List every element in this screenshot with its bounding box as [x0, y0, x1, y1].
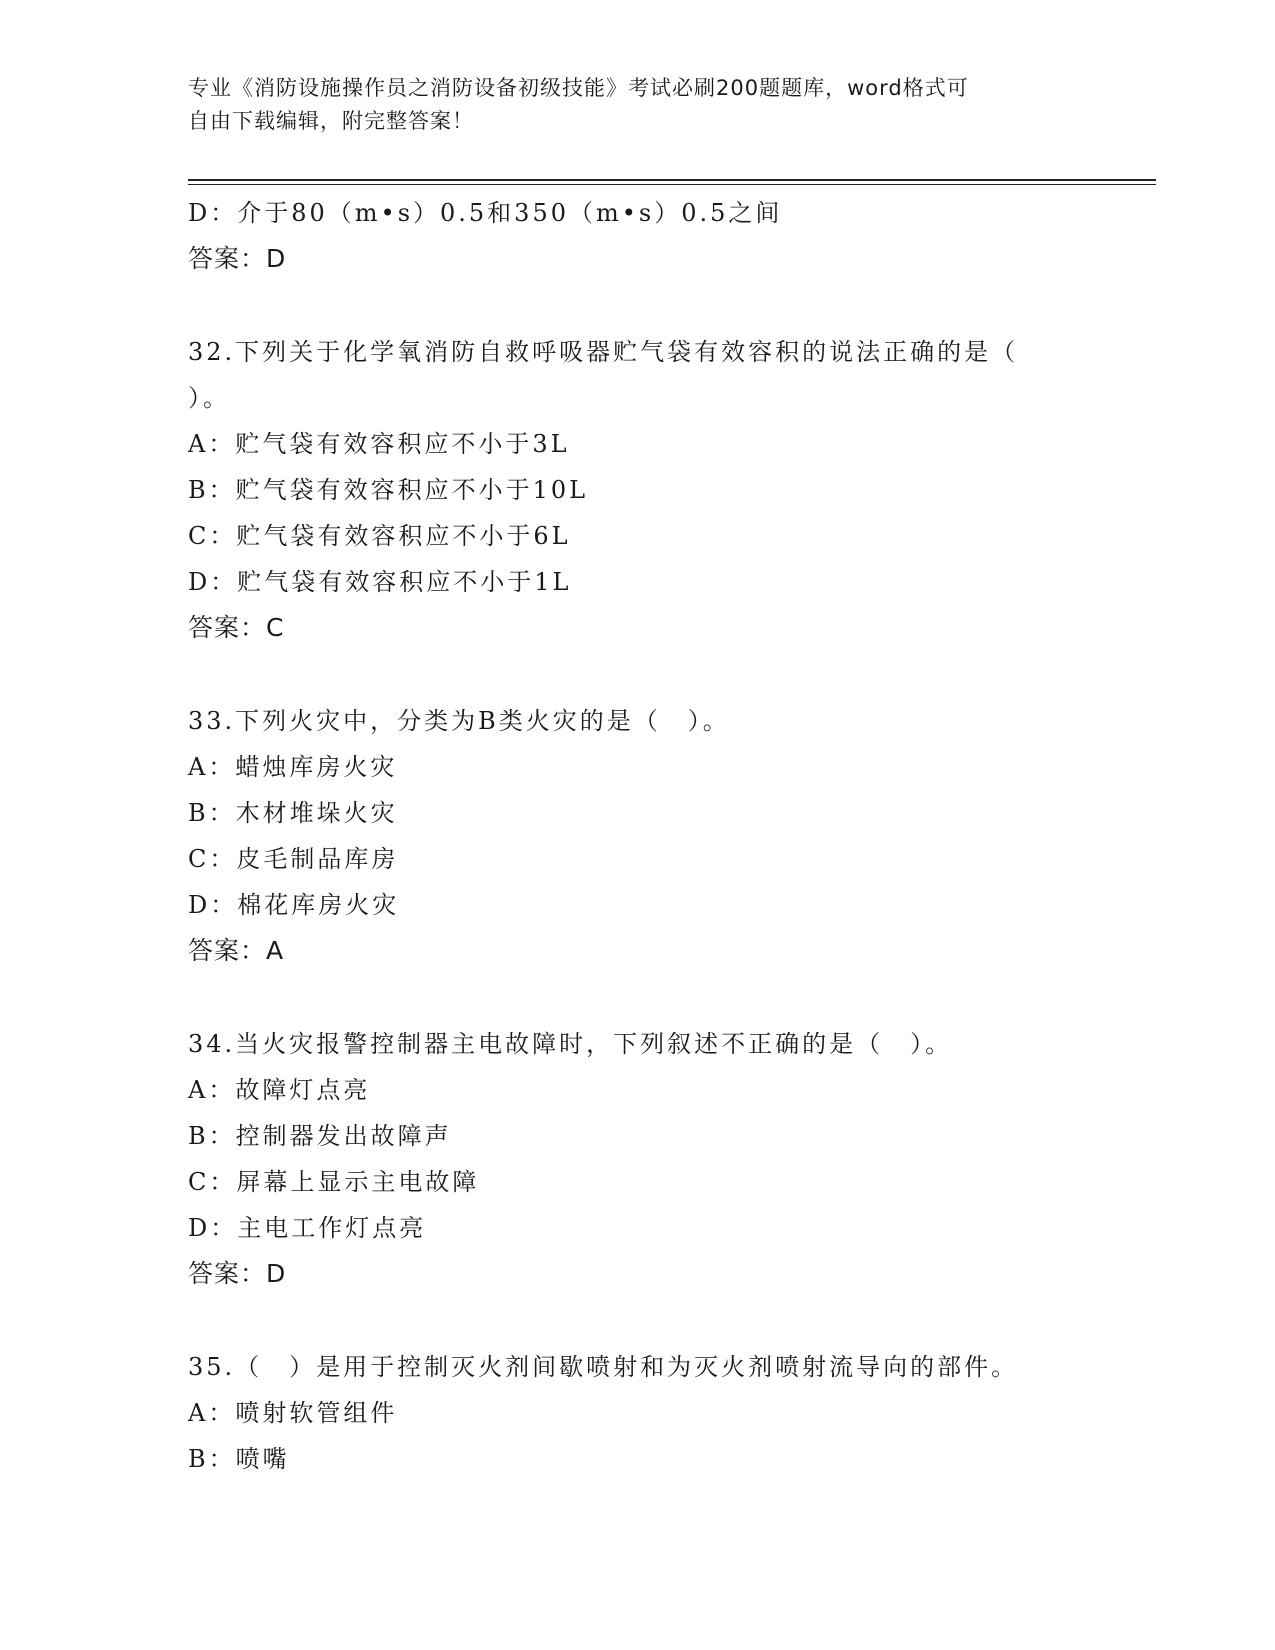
answer-line: 答案：D — [188, 1259, 287, 1288]
previous-question-tail — [188, 190, 1088, 282]
question-stem: 35.（ ）是用于控制灭火剂间歇喷射和为灭火剂喷射流导向的部件。 — [188, 1353, 1019, 1381]
option-d: D：介于80（m•s）0.5和350（m•s）0.5之间 — [188, 199, 783, 227]
option-c: C：皮毛制品库房 — [188, 845, 399, 873]
option-a: A：故障灯点亮 — [188, 1076, 371, 1104]
option-c: C：屏幕上显示主电故障 — [188, 1168, 480, 1196]
question-stem: 34.当火灾报警控制器主电故障时，下列叙述不正确的是（ ）。 — [188, 1030, 953, 1058]
header-divider-thick — [188, 179, 1156, 181]
document-header — [188, 72, 1088, 138]
answer-line: 答案：D — [188, 244, 287, 273]
question-32 — [188, 329, 1088, 651]
question-stem: 33.下列火灾中，分类为B类火灾的是（ ）。 — [188, 707, 730, 735]
option-b: B：控制器发出故障声 — [188, 1122, 452, 1150]
question-list — [188, 190, 1088, 1482]
option-d: D：主电工作灯点亮 — [188, 1214, 427, 1242]
option-a: A：贮气袋有效容积应不小于3L — [188, 430, 570, 458]
header-divider-thin — [188, 184, 1156, 185]
option-b: B：喷嘴 — [188, 1445, 290, 1473]
header-line-1: 专业《消防设施操作员之消防设备初级技能》考试必刷200题题库，word格式可 — [188, 76, 969, 100]
option-d: D：棉花库房火灾 — [188, 891, 400, 919]
option-c: C：贮气袋有效容积应不小于6L — [188, 522, 571, 550]
option-d: D：贮气袋有效容积应不小于1L — [188, 568, 572, 596]
answer-line: 答案：C — [188, 613, 285, 642]
question-stem-continued: ）。 — [188, 384, 230, 412]
option-b: B：贮气袋有效容积应不小于10L — [188, 476, 589, 504]
option-b: B：木材堆垛火灾 — [188, 799, 398, 827]
option-a: A：喷射软管组件 — [188, 1399, 398, 1427]
question-stem: 32.下列关于化学氧消防自救呼吸器贮气袋有效容积的说法正确的是（ — [188, 338, 1019, 366]
question-34 — [188, 1021, 1088, 1297]
option-a: A：蜡烛库房火灾 — [188, 753, 398, 781]
question-35 — [188, 1344, 1088, 1482]
answer-line: 答案：A — [188, 936, 285, 965]
header-line-2: 自由下载编辑，附完整答案！ — [188, 109, 474, 133]
question-33 — [188, 698, 1088, 974]
